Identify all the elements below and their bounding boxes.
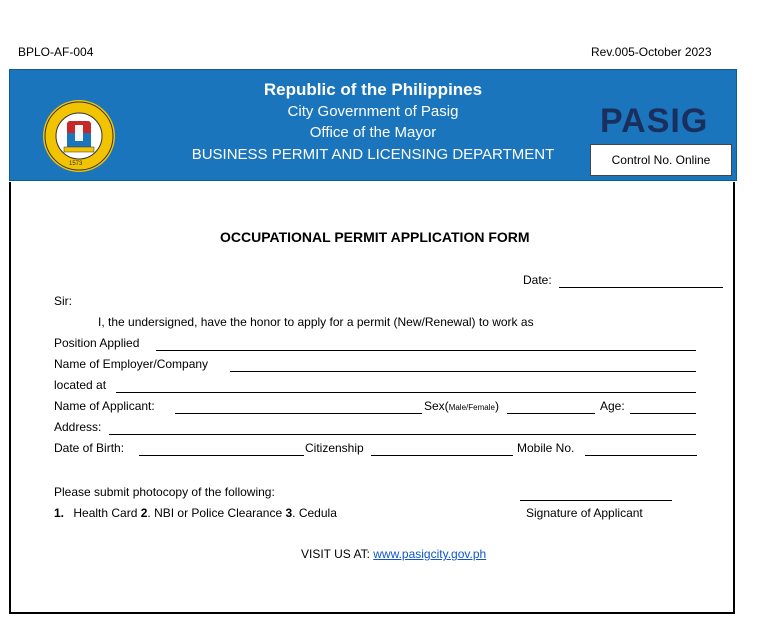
date-label: Date: bbox=[523, 273, 552, 287]
applicant-label: Name of Applicant: bbox=[54, 399, 155, 413]
dob-label: Date of Birth: bbox=[54, 441, 125, 455]
sex-field[interactable] bbox=[507, 413, 595, 414]
req2-num: 2 bbox=[140, 506, 148, 520]
position-field[interactable] bbox=[156, 350, 696, 351]
sex-label-text: Sex( bbox=[424, 399, 449, 413]
submit-note: Please submit photocopy of the following: bbox=[54, 485, 275, 499]
req1-text: Health Card bbox=[73, 506, 141, 520]
banner-country: Republic of the Philippines bbox=[263, 80, 483, 99]
dob-field[interactable] bbox=[139, 455, 304, 456]
req3-num: 3 bbox=[285, 506, 293, 520]
sex-close: ) bbox=[494, 399, 499, 413]
control-number-box: Control No. Online bbox=[590, 144, 732, 176]
pasig-logo bbox=[600, 98, 709, 140]
citizenship-label: Citizenship bbox=[305, 441, 364, 455]
req1-num: 1. bbox=[54, 506, 65, 520]
visit-us bbox=[301, 547, 486, 561]
signature-label: Signature of Applicant bbox=[526, 506, 643, 520]
seal-year: 1573 bbox=[69, 161, 83, 167]
located-label: located at bbox=[54, 378, 107, 392]
citizenship-field[interactable] bbox=[371, 455, 513, 456]
address-label: Address: bbox=[54, 420, 102, 434]
position-label: Position Applied bbox=[54, 336, 140, 350]
employer-field[interactable] bbox=[230, 371, 696, 372]
form-title: OCCUPATIONAL PERMIT APPLICATION FORM bbox=[220, 229, 530, 245]
salutation: Sir: bbox=[54, 294, 72, 308]
date-field[interactable] bbox=[559, 287, 723, 288]
age-field[interactable] bbox=[630, 413, 696, 414]
req3-text: . Cedula bbox=[292, 506, 337, 520]
form-code: BPLO-AF-004 bbox=[18, 45, 94, 59]
banner-city: City Government of Pasig bbox=[287, 103, 459, 120]
brand-text: PASIG bbox=[600, 102, 709, 140]
visit-label: VISIT US AT: bbox=[301, 547, 374, 561]
sex-options: Male/Female bbox=[448, 403, 495, 412]
mobile-label: Mobile No. bbox=[517, 441, 575, 455]
seal-text bbox=[11, 71, 12, 72]
website-link[interactable]: www.pasigcity.gov.ph bbox=[373, 547, 487, 561]
signature-line[interactable] bbox=[520, 500, 672, 501]
employer-label: Name of Employer/Company bbox=[54, 357, 209, 371]
age-label: Age: bbox=[600, 399, 625, 413]
location-field[interactable] bbox=[116, 392, 696, 393]
banner-office: Office of the Mayor bbox=[309, 124, 437, 141]
intro-text: I, the undersigned, have the honor to apply for a permit (New/Renewal) to work as bbox=[98, 315, 534, 329]
requirements-list bbox=[54, 506, 337, 520]
sex-label bbox=[424, 399, 499, 413]
applicant-name-field[interactable] bbox=[175, 413, 422, 414]
banner-department: BUSINESS PERMIT AND LICENSING DEPARTMENT bbox=[191, 146, 555, 163]
revision-label: Rev.005-October 2023 bbox=[591, 45, 712, 59]
address-field[interactable] bbox=[109, 434, 696, 435]
header-banner bbox=[9, 69, 737, 181]
req2-text: . NBI or Police Clearance bbox=[147, 506, 286, 520]
mobile-field[interactable] bbox=[585, 455, 697, 456]
